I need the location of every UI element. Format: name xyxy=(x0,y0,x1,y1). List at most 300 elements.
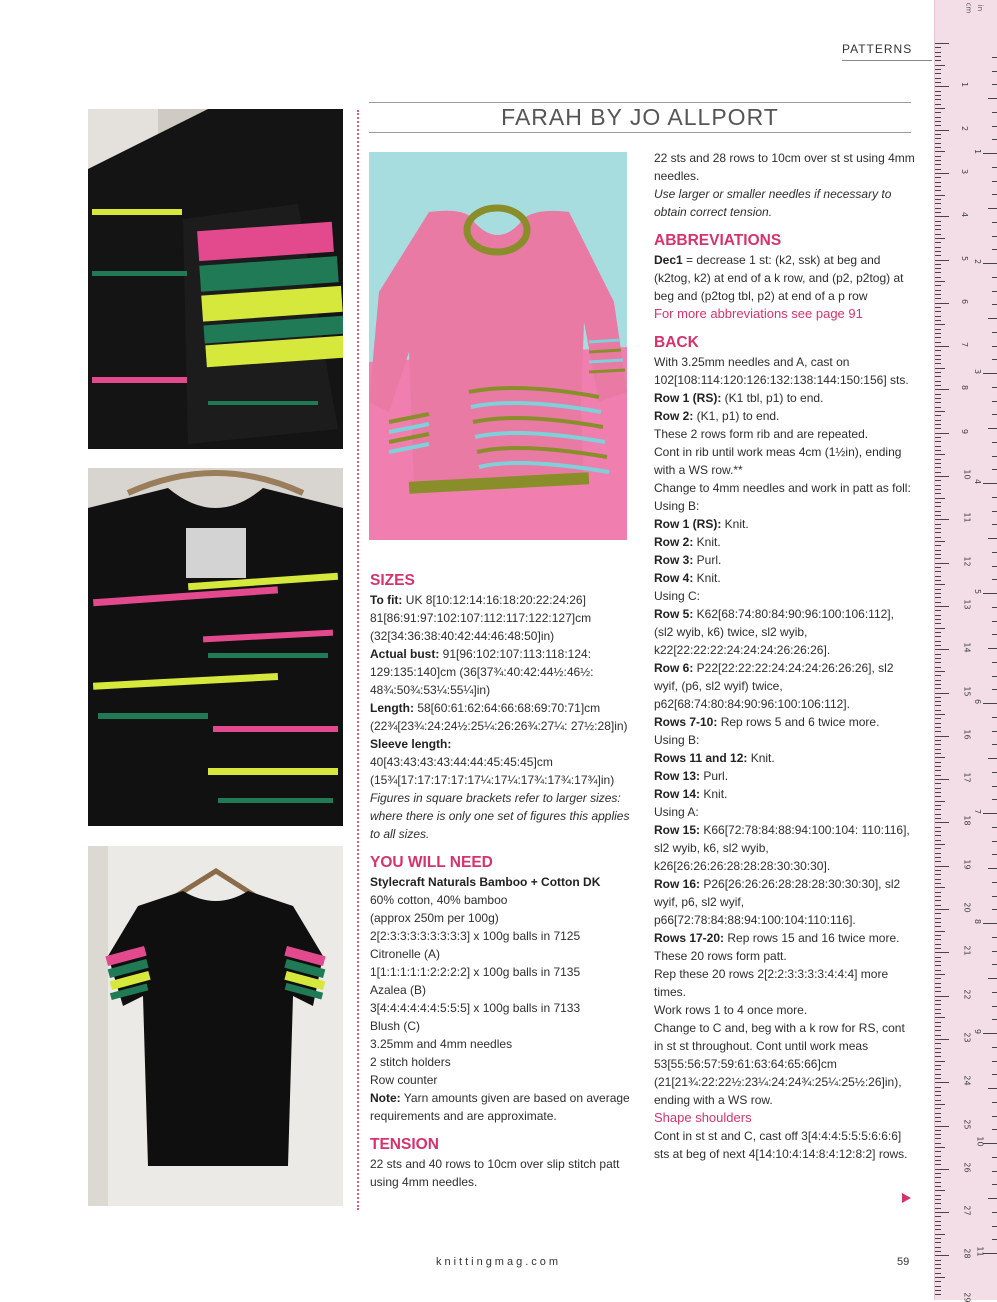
sleeve-length-label: Sleeve length: xyxy=(370,737,452,751)
footer-website: knittingmag.com xyxy=(435,1256,562,1268)
patt-row-3: Row 3: Purl. xyxy=(654,553,722,567)
ruler-cm-number: 14 xyxy=(962,642,972,653)
ruler-tick xyxy=(935,459,941,460)
length-label: Length: xyxy=(370,701,414,715)
tension-note: Use larger or smaller needles if necessary to obtain correct tension. xyxy=(654,187,892,219)
back-heading: BACK xyxy=(654,334,699,351)
ruler-inch-subtick xyxy=(992,1157,997,1158)
need-heading: YOU WILL NEED xyxy=(370,854,493,871)
ruler-cm-number: 2 xyxy=(960,125,970,131)
ruler-inch-subtick xyxy=(992,277,997,278)
ruler-tick xyxy=(935,1134,941,1135)
ruler-tick xyxy=(935,476,949,477)
ruler-inch-subtick xyxy=(992,181,997,182)
ruler-inch-subtick xyxy=(992,57,997,58)
ruler-tick xyxy=(935,1169,949,1170)
ruler-inch-subtick xyxy=(992,139,997,140)
ruler-tick xyxy=(935,47,941,48)
ruler-tick xyxy=(935,783,941,784)
ruler-tick xyxy=(935,580,941,581)
ruler-tick xyxy=(935,428,941,429)
ruler-tick xyxy=(935,186,941,187)
back-para-4: These 20 rows form patt. xyxy=(654,949,787,963)
ruler-inch-subtick xyxy=(992,786,997,787)
ruler-tick xyxy=(935,697,941,698)
ruler-tick xyxy=(935,931,945,932)
ruler-inch-number: 10 xyxy=(975,1136,985,1147)
ruler-inch-number: 1 xyxy=(973,148,983,155)
ruler-inch-subtick xyxy=(992,552,997,553)
ruler-cm-number: 17 xyxy=(962,772,972,783)
ruler-tick xyxy=(935,229,941,230)
ruler-inch-subtick xyxy=(992,291,997,292)
ruler-tick xyxy=(935,684,941,685)
ruler-tick xyxy=(935,1074,941,1075)
ruler-inch-subtick xyxy=(992,951,997,952)
ruler-tick xyxy=(935,710,941,711)
ruler-inch-tick xyxy=(983,593,997,594)
ruler-tick xyxy=(935,524,941,525)
ruler-inch-subtick xyxy=(992,827,997,828)
more-abbreviations-link[interactable]: For more abbreviations see page 91 xyxy=(654,306,863,321)
ruler-tick xyxy=(935,900,941,901)
ruler-tick xyxy=(935,632,941,633)
ruler-inch-subtick xyxy=(992,882,997,883)
ruler-tick xyxy=(935,1126,949,1127)
ruler-unit-in: in xyxy=(976,4,985,12)
ruler-tick xyxy=(935,298,941,299)
ruler-tick xyxy=(935,1221,941,1222)
ruler-tick xyxy=(935,1026,941,1027)
sleeve-detail-photo xyxy=(88,109,343,449)
ruler-tick xyxy=(935,498,945,499)
ruler-inch-subtick xyxy=(992,511,997,512)
ruler-tick xyxy=(935,60,941,61)
ruler-tick xyxy=(935,73,941,74)
ruler-tick xyxy=(935,424,941,425)
sizes-note: Figures in square brackets refer to larger sizes: where there is only one set of figures this applies to all sizes. xyxy=(370,791,630,841)
ruler-tick xyxy=(935,324,945,325)
ruler-cm-number: 24 xyxy=(962,1075,972,1086)
ruler-tick xyxy=(935,1043,941,1044)
ruler-tick xyxy=(935,160,941,161)
back-para-1: These 2 rows form rib and are repeated. xyxy=(654,427,869,441)
ruler-inch-subtick xyxy=(992,524,997,525)
ruler-tick xyxy=(935,43,949,44)
ruler-inch-tick xyxy=(983,1143,997,1144)
ruler-tick xyxy=(935,714,945,715)
ruler-tick xyxy=(935,225,941,226)
ruler-cm-number: 16 xyxy=(962,729,972,740)
patt-row-14: Row 14: Knit. xyxy=(654,787,728,801)
ruler-tick xyxy=(935,1030,941,1031)
ruler-tick xyxy=(935,1229,941,1230)
ruler-inch-tick xyxy=(983,373,997,374)
ruler-tick xyxy=(935,658,941,659)
yarn-note-value: Yarn amounts given are based on average requirements and are approximate. xyxy=(370,1091,630,1123)
actual-bust xyxy=(370,645,632,699)
ruler-tick xyxy=(935,52,941,53)
ruler-tick xyxy=(935,957,941,958)
section-label: PATTERNS xyxy=(842,42,913,56)
ruler-tick xyxy=(935,355,941,356)
ruler-tick xyxy=(935,723,941,724)
ruler-inch-subtick xyxy=(992,744,997,745)
ruler-tick xyxy=(935,818,941,819)
ruler-inch-subtick xyxy=(992,332,997,333)
ruler-tick xyxy=(935,1004,941,1005)
length-value: 58[60:61:62:64:66:68:69:70:71]cm (22¾[23¾:24:24½:25¼:26:26¾:27¼: 27½:28]in) xyxy=(370,701,628,733)
ruler-inch-subtick xyxy=(988,868,997,869)
material-line: 2 stitch holders xyxy=(370,1055,451,1069)
ruler-tick xyxy=(935,506,941,507)
ruler-tick xyxy=(935,238,945,239)
ruler-tick xyxy=(935,1091,941,1092)
ruler-tick xyxy=(935,671,945,672)
ruler-tick xyxy=(935,1013,941,1014)
front-detail-photo xyxy=(88,468,343,826)
ruler-tick xyxy=(935,1117,941,1118)
ruler-inch-subtick xyxy=(992,401,997,402)
ruler-tick xyxy=(935,350,941,351)
ruler-tick xyxy=(935,346,949,347)
ruler-inch-subtick xyxy=(992,799,997,800)
ruler-tick xyxy=(935,493,941,494)
material-line: 60% cotton, 40% bamboo xyxy=(370,893,508,907)
ruler-tick xyxy=(935,1186,941,1187)
ruler-inch-subtick xyxy=(992,896,997,897)
ruler-tick xyxy=(935,112,941,113)
ruler-tick xyxy=(935,385,941,386)
ruler-tick xyxy=(935,1290,941,1291)
ruler-tick xyxy=(935,1056,941,1057)
shape-shoulders-heading: Shape shoulders xyxy=(654,1110,752,1125)
continue-arrow-icon[interactable] xyxy=(902,1193,911,1203)
ruler-cm-number: 26 xyxy=(962,1162,972,1173)
ruler-tick xyxy=(935,1000,941,1001)
ruler-inch-subtick xyxy=(988,758,997,759)
ruler-tick xyxy=(935,1195,941,1196)
ruler-unit-cm: cm xyxy=(964,2,973,14)
ruler-tick xyxy=(935,519,949,520)
ruler-tick xyxy=(935,450,941,451)
back-para-3: Change to 4mm needles and work in patt as foll: xyxy=(654,481,911,495)
ruler-tick xyxy=(935,1190,945,1191)
ruler-tick xyxy=(935,623,941,624)
using-c: Using C: xyxy=(654,589,701,603)
ruler-tick xyxy=(935,1238,941,1239)
ruler-tick xyxy=(935,272,941,273)
ruler-tick xyxy=(935,1143,941,1144)
ruler-inch-tick xyxy=(983,153,997,154)
ruler-tick xyxy=(935,1108,941,1109)
ruler-tick xyxy=(935,602,941,603)
ruler-tick xyxy=(935,905,941,906)
ruler-tick xyxy=(935,485,941,486)
ruler-tick xyxy=(935,368,945,369)
ruler-tick xyxy=(935,766,941,767)
material-line: 3.25mm and 4mm needles xyxy=(370,1037,513,1051)
ruler-inch-subtick xyxy=(992,1116,997,1117)
ruler-inch-tick xyxy=(983,923,997,924)
ruler-tick xyxy=(935,1251,941,1252)
ruler-inch-subtick xyxy=(992,1047,997,1048)
ruler-tick xyxy=(935,285,941,286)
ruler-tick xyxy=(935,727,941,728)
ruler-tick xyxy=(935,736,949,737)
ruler-tick xyxy=(935,1182,941,1183)
title-rule-top xyxy=(369,102,911,103)
ruler-tick xyxy=(935,857,941,858)
ruler-tick xyxy=(935,467,941,468)
left-text-column xyxy=(370,561,632,1191)
ruler-tick xyxy=(935,731,941,732)
patt-row-15: Row 15: K66[72:78:84:88:94:100:104: 110:116], sl2 wyib, k6, sl2 wyib, k26[26:26:26:28:28:28:30:30:30]. xyxy=(654,823,910,873)
ruler-tick xyxy=(935,1277,945,1278)
ruler-tick xyxy=(935,1069,941,1070)
ruler-inch-subtick xyxy=(988,98,997,99)
ruler-tick xyxy=(935,753,941,754)
ruler-inch-subtick xyxy=(992,222,997,223)
ruler-tick xyxy=(935,515,941,516)
ruler-inch-number: 6 xyxy=(973,698,983,705)
ruler-inch-subtick xyxy=(992,1184,997,1185)
ruler-tick xyxy=(935,398,941,399)
ruler-inch-tick xyxy=(983,1253,997,1254)
yarn-name: Stylecraft Naturals Bamboo + Cotton DK xyxy=(370,875,601,889)
ruler-inch-subtick xyxy=(988,1088,997,1089)
ruler-tick xyxy=(935,922,941,923)
ruler-tick xyxy=(935,1039,949,1040)
ruler-cm-number: 3 xyxy=(960,168,970,174)
ruler-inch-subtick xyxy=(992,717,997,718)
ruler-tick xyxy=(935,744,941,745)
ruler-tick xyxy=(935,597,941,598)
ruler-tick xyxy=(935,281,945,282)
ruler-tick xyxy=(935,441,941,442)
ruler-tick xyxy=(935,363,941,364)
ruler-tick xyxy=(935,918,941,919)
ruler-cm-number: 15 xyxy=(962,685,972,697)
using-a: Using A: xyxy=(654,805,699,819)
ruler-inch-subtick xyxy=(992,676,997,677)
ruler-inch-number: 5 xyxy=(973,588,983,595)
ruler-inch-subtick xyxy=(992,579,997,580)
back-para-6: Work rows 1 to 4 once more. xyxy=(654,1003,808,1017)
ruler-tick xyxy=(935,195,945,196)
actual-bust-label: Actual bust: xyxy=(370,647,440,661)
ruler-tick xyxy=(935,801,945,802)
patt-rows-7-10: Rows 7-10: Rep rows 5 and 6 twice more. xyxy=(654,715,880,729)
using-b: Using B: xyxy=(654,499,700,513)
ruler-inch-subtick xyxy=(992,469,997,470)
ruler-tick xyxy=(935,974,945,975)
ruler-tick xyxy=(935,182,941,183)
ruler-tick xyxy=(935,95,941,96)
ruler-cm-number: 27 xyxy=(962,1205,972,1216)
ruler-tick xyxy=(935,1212,949,1213)
ruler-tick xyxy=(935,359,941,360)
ruler-tick xyxy=(935,675,941,676)
ruler-tick xyxy=(935,554,941,555)
ruler-tick xyxy=(935,437,941,438)
ruler-tick xyxy=(935,1286,941,1287)
abbreviations-heading: ABBREVIATIONS xyxy=(654,232,782,249)
ruler-cm-number: 8 xyxy=(960,385,970,391)
ruler-tick xyxy=(935,649,949,650)
ruler-tick xyxy=(935,909,949,910)
ruler-tick xyxy=(935,333,941,334)
ruler-tick xyxy=(935,415,941,416)
ruler-inch-subtick xyxy=(988,648,997,649)
back-para-5: Rep these 20 rows 2[2:2:3:3:3:3:4:4:4] more times. xyxy=(654,967,889,999)
ruler-tick xyxy=(935,56,941,57)
ruler-tick xyxy=(935,1199,941,1200)
ruler-tick xyxy=(935,212,941,213)
back-para-2: Cont in rib until work meas 4cm (1½in), ending with a WS row.** xyxy=(654,445,902,477)
ruler-tick xyxy=(935,216,949,217)
ruler-inch-subtick xyxy=(992,634,997,635)
ruler-tick xyxy=(935,1017,945,1018)
ruler-tick xyxy=(935,251,941,252)
back-para-8: Cont in st st and C, cast off 3[4:4:4:5:5:5:6:6:6] sts at beg of next 4[14:10:4:14:8:4:12:8:2] rows. xyxy=(654,1129,908,1161)
ruler-tick xyxy=(935,294,941,295)
ruler-tick xyxy=(935,1156,941,1157)
ruler-tick xyxy=(935,701,941,702)
patt-row-1: Row 1 (RS): Knit. xyxy=(654,517,749,531)
ruler-tick xyxy=(935,952,949,953)
ruler-cm-number: 18 xyxy=(962,815,972,826)
ruler-tick xyxy=(935,389,949,390)
ruler-tick xyxy=(935,848,941,849)
ruler-tick xyxy=(935,809,941,810)
ruler-tick xyxy=(935,545,941,546)
ruler-tick xyxy=(935,316,941,317)
ruler-cm-number: 1 xyxy=(960,82,970,88)
ruler-tick xyxy=(935,203,941,204)
ruler-tick xyxy=(935,926,941,927)
ruler-inch-subtick xyxy=(992,359,997,360)
ruler-tick xyxy=(935,1138,941,1139)
ruler-cm-number: 13 xyxy=(962,599,972,610)
ruler-tick xyxy=(935,329,941,330)
ruler-inch-subtick xyxy=(992,772,997,773)
ruler-tick xyxy=(935,840,941,841)
ruler-tick xyxy=(935,342,941,343)
ruler-tick xyxy=(935,1087,941,1088)
ruler-tick xyxy=(935,199,941,200)
ruler-tick xyxy=(935,576,941,577)
ruler-tick xyxy=(935,121,941,122)
ruler-tick xyxy=(935,827,941,828)
patt-rows-17-20: Rows 17-20: Rep rows 15 and 16 twice more. xyxy=(654,931,900,945)
ruler-cm-number: 12 xyxy=(962,556,972,567)
ruler-cm-number: 29 xyxy=(962,1292,972,1302)
ruler-tick xyxy=(935,814,941,815)
ruler-tick xyxy=(935,1173,941,1174)
ruler-tick xyxy=(935,277,941,278)
patt-row-13: Row 13: Purl. xyxy=(654,769,729,783)
ruler-tick xyxy=(935,138,941,139)
ruler-tick xyxy=(935,134,941,135)
using-b-2: Using B: xyxy=(654,733,700,747)
ruler-tick xyxy=(935,446,941,447)
ruler-inch-subtick xyxy=(992,909,997,910)
ruler-inch-number: 8 xyxy=(973,918,983,925)
ruler-inch-tick xyxy=(983,703,997,704)
to-fit-label: To fit: xyxy=(370,593,403,607)
ruler-inch-subtick xyxy=(992,662,997,663)
ruler-inch-tick xyxy=(983,483,997,484)
ruler-tick xyxy=(935,407,941,408)
ruler-inch-tick xyxy=(983,263,997,264)
ruler-tick xyxy=(935,1082,949,1083)
material-line: 1[1:1:1:1:1:2:2:2:2] x 100g balls in 7135 xyxy=(370,965,581,979)
ruler-tick xyxy=(935,433,949,434)
ruler-tick xyxy=(935,143,941,144)
ruler-tick xyxy=(935,489,941,490)
materials-list xyxy=(370,891,632,1089)
page-number: 59 xyxy=(897,1256,910,1268)
ruler-tick xyxy=(935,320,941,321)
ruler-tick xyxy=(935,117,941,118)
ruler-tick xyxy=(935,1216,941,1217)
ruler-tick xyxy=(935,822,949,823)
ruler-tick xyxy=(935,260,949,261)
ruler-tick xyxy=(935,970,941,971)
ruler-tick xyxy=(935,1247,941,1248)
ruler-tick xyxy=(935,1268,941,1269)
ruler-tick xyxy=(935,99,941,100)
ruler-inch-subtick xyxy=(992,497,997,498)
ruler-tick xyxy=(935,247,941,248)
ruler-tick xyxy=(935,589,941,590)
ruler-tick xyxy=(935,944,941,945)
ruler-tick xyxy=(935,1130,941,1131)
ruler-inch-number: 11 xyxy=(975,1246,985,1257)
ruler-tick xyxy=(935,1048,941,1049)
ruler-tick xyxy=(935,788,941,789)
ruler-tick xyxy=(935,1065,941,1066)
length xyxy=(370,699,632,735)
ruler-cm-number: 20 xyxy=(962,902,972,913)
ruler-tick xyxy=(935,502,941,503)
ruler-inch-subtick xyxy=(992,1102,997,1103)
ruler-tick xyxy=(935,550,941,551)
dec1-definition xyxy=(654,251,916,305)
ruler-tick xyxy=(935,242,941,243)
patt-row-16: Row 16: P26[26:26:26:28:28:28:30:30:30], sl2 wyif, p6, sl2 wyif, p66[72:78:84:88:94:100:104:110:116]. xyxy=(654,877,901,927)
ruler-tick xyxy=(935,883,941,884)
ruler-inch-subtick xyxy=(992,249,997,250)
ruler-tick xyxy=(935,961,941,962)
patt-rows-11-12: Rows 11 and 12: Knit. xyxy=(654,751,775,765)
tension-line-1: 22 sts and 40 rows to 10cm over slip stitch patt using 4mm needles. xyxy=(370,1157,620,1189)
ruler-tick xyxy=(935,234,941,235)
ruler-tick xyxy=(935,511,941,512)
ruler-tick xyxy=(935,1273,941,1274)
ruler-tick xyxy=(935,1203,941,1204)
pink-jumper-photo xyxy=(369,152,627,540)
ruler-tick xyxy=(935,290,941,291)
ruler-tick xyxy=(935,662,941,663)
ruler-tick xyxy=(935,1104,945,1105)
ruler-inch-subtick xyxy=(992,194,997,195)
tension-heading: TENSION xyxy=(370,1136,439,1153)
ruler-tick xyxy=(935,1294,941,1295)
ruler-tick xyxy=(935,636,941,637)
ruler-cm-number: 4 xyxy=(960,212,970,218)
